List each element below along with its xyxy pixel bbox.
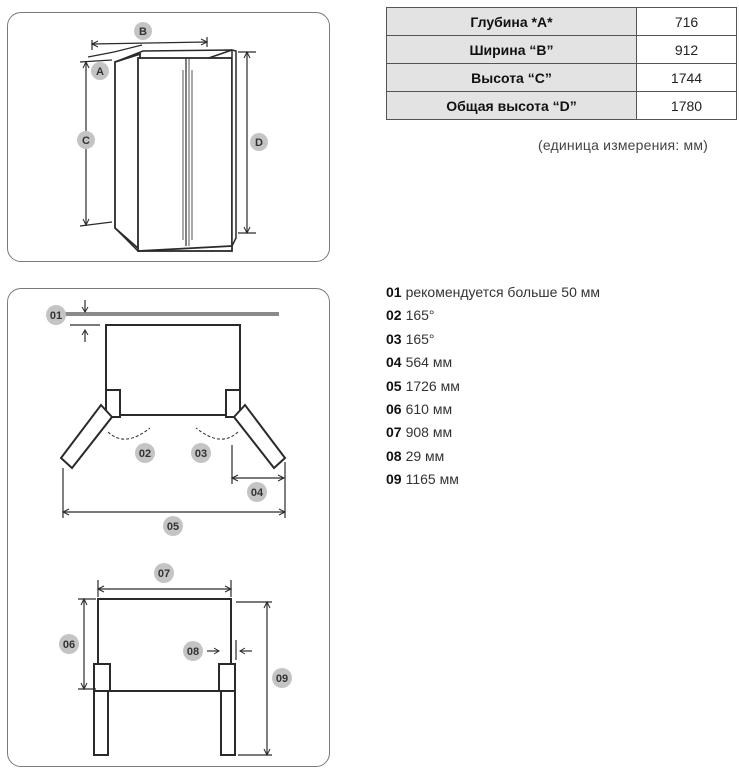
legend-text: 564 мм bbox=[405, 354, 453, 371]
legend-item bbox=[386, 421, 600, 444]
legend-text: 165° bbox=[405, 330, 435, 347]
dimension-value: 716 bbox=[637, 8, 737, 36]
legend-text: 610 мм bbox=[405, 400, 453, 417]
badge-01 bbox=[46, 305, 66, 325]
legend-text: 165° bbox=[405, 307, 435, 324]
legend-item bbox=[386, 281, 600, 304]
legend-code: 07 bbox=[386, 424, 402, 441]
svg-text:06: 06 bbox=[62, 639, 76, 651]
legend-item bbox=[386, 375, 600, 398]
badge-05 bbox=[163, 516, 183, 536]
dimension-value: 1780 bbox=[637, 92, 737, 120]
legend-item bbox=[386, 398, 600, 421]
badge-02 bbox=[135, 443, 155, 463]
legend-code: 01 bbox=[386, 284, 402, 300]
svg-text:04: 04 bbox=[250, 487, 264, 499]
top-view-doors-90 bbox=[94, 599, 235, 755]
legend-code: 06 bbox=[386, 400, 402, 417]
svg-text:B: B bbox=[139, 26, 147, 38]
svg-text:08: 08 bbox=[186, 646, 200, 658]
svg-text:05: 05 bbox=[166, 521, 180, 533]
legend-code: 04 bbox=[386, 354, 402, 371]
legend-item bbox=[386, 468, 600, 491]
dimension-09 bbox=[236, 602, 272, 755]
legend-item bbox=[386, 304, 600, 327]
top-view-open-doors bbox=[61, 325, 285, 468]
svg-text:09: 09 bbox=[275, 673, 289, 685]
dimension-label: Глубина *A* bbox=[387, 8, 637, 36]
dimension-value: 912 bbox=[637, 36, 737, 64]
dimension-01 bbox=[70, 300, 100, 342]
svg-text:01: 01 bbox=[49, 310, 63, 322]
badge-08 bbox=[183, 641, 203, 661]
badge-04 bbox=[247, 482, 267, 502]
legend-text: 1726 мм bbox=[405, 377, 460, 394]
unit-note: (единица измерения: мм) bbox=[538, 137, 709, 153]
svg-text:A: A bbox=[96, 66, 104, 78]
legend-text: 908 мм bbox=[405, 424, 453, 441]
legend-item bbox=[386, 351, 600, 374]
svg-text:07: 07 bbox=[157, 568, 171, 580]
svg-text:C: C bbox=[82, 135, 90, 147]
svg-text:02: 02 bbox=[138, 448, 152, 460]
svg-text:03: 03 bbox=[194, 448, 208, 460]
legend-code: 02 bbox=[386, 307, 402, 324]
badge-09 bbox=[272, 668, 292, 688]
legend-code: 05 bbox=[386, 377, 402, 394]
legend-item bbox=[386, 328, 600, 351]
dimension-label: Общая высота “D” bbox=[387, 92, 637, 120]
dimension-label: Высота “C” bbox=[387, 64, 637, 92]
badge-06 bbox=[59, 634, 79, 654]
legend-text: рекомендуется больше 50 мм bbox=[405, 284, 600, 300]
legend-list bbox=[386, 281, 600, 492]
legend-text: 29 мм bbox=[405, 447, 445, 464]
dimension-value: 1744 bbox=[637, 64, 737, 92]
legend-text: 1165 мм bbox=[405, 471, 459, 488]
legend-code: 09 bbox=[386, 471, 402, 488]
dimension-label: Ширина “B” bbox=[387, 36, 637, 64]
badge-07 bbox=[154, 563, 174, 583]
legend-code: 08 bbox=[386, 447, 402, 464]
legend-code: 03 bbox=[386, 330, 402, 347]
badge-03 bbox=[191, 443, 211, 463]
svg-text:D: D bbox=[255, 137, 263, 149]
legend-item bbox=[386, 445, 600, 468]
